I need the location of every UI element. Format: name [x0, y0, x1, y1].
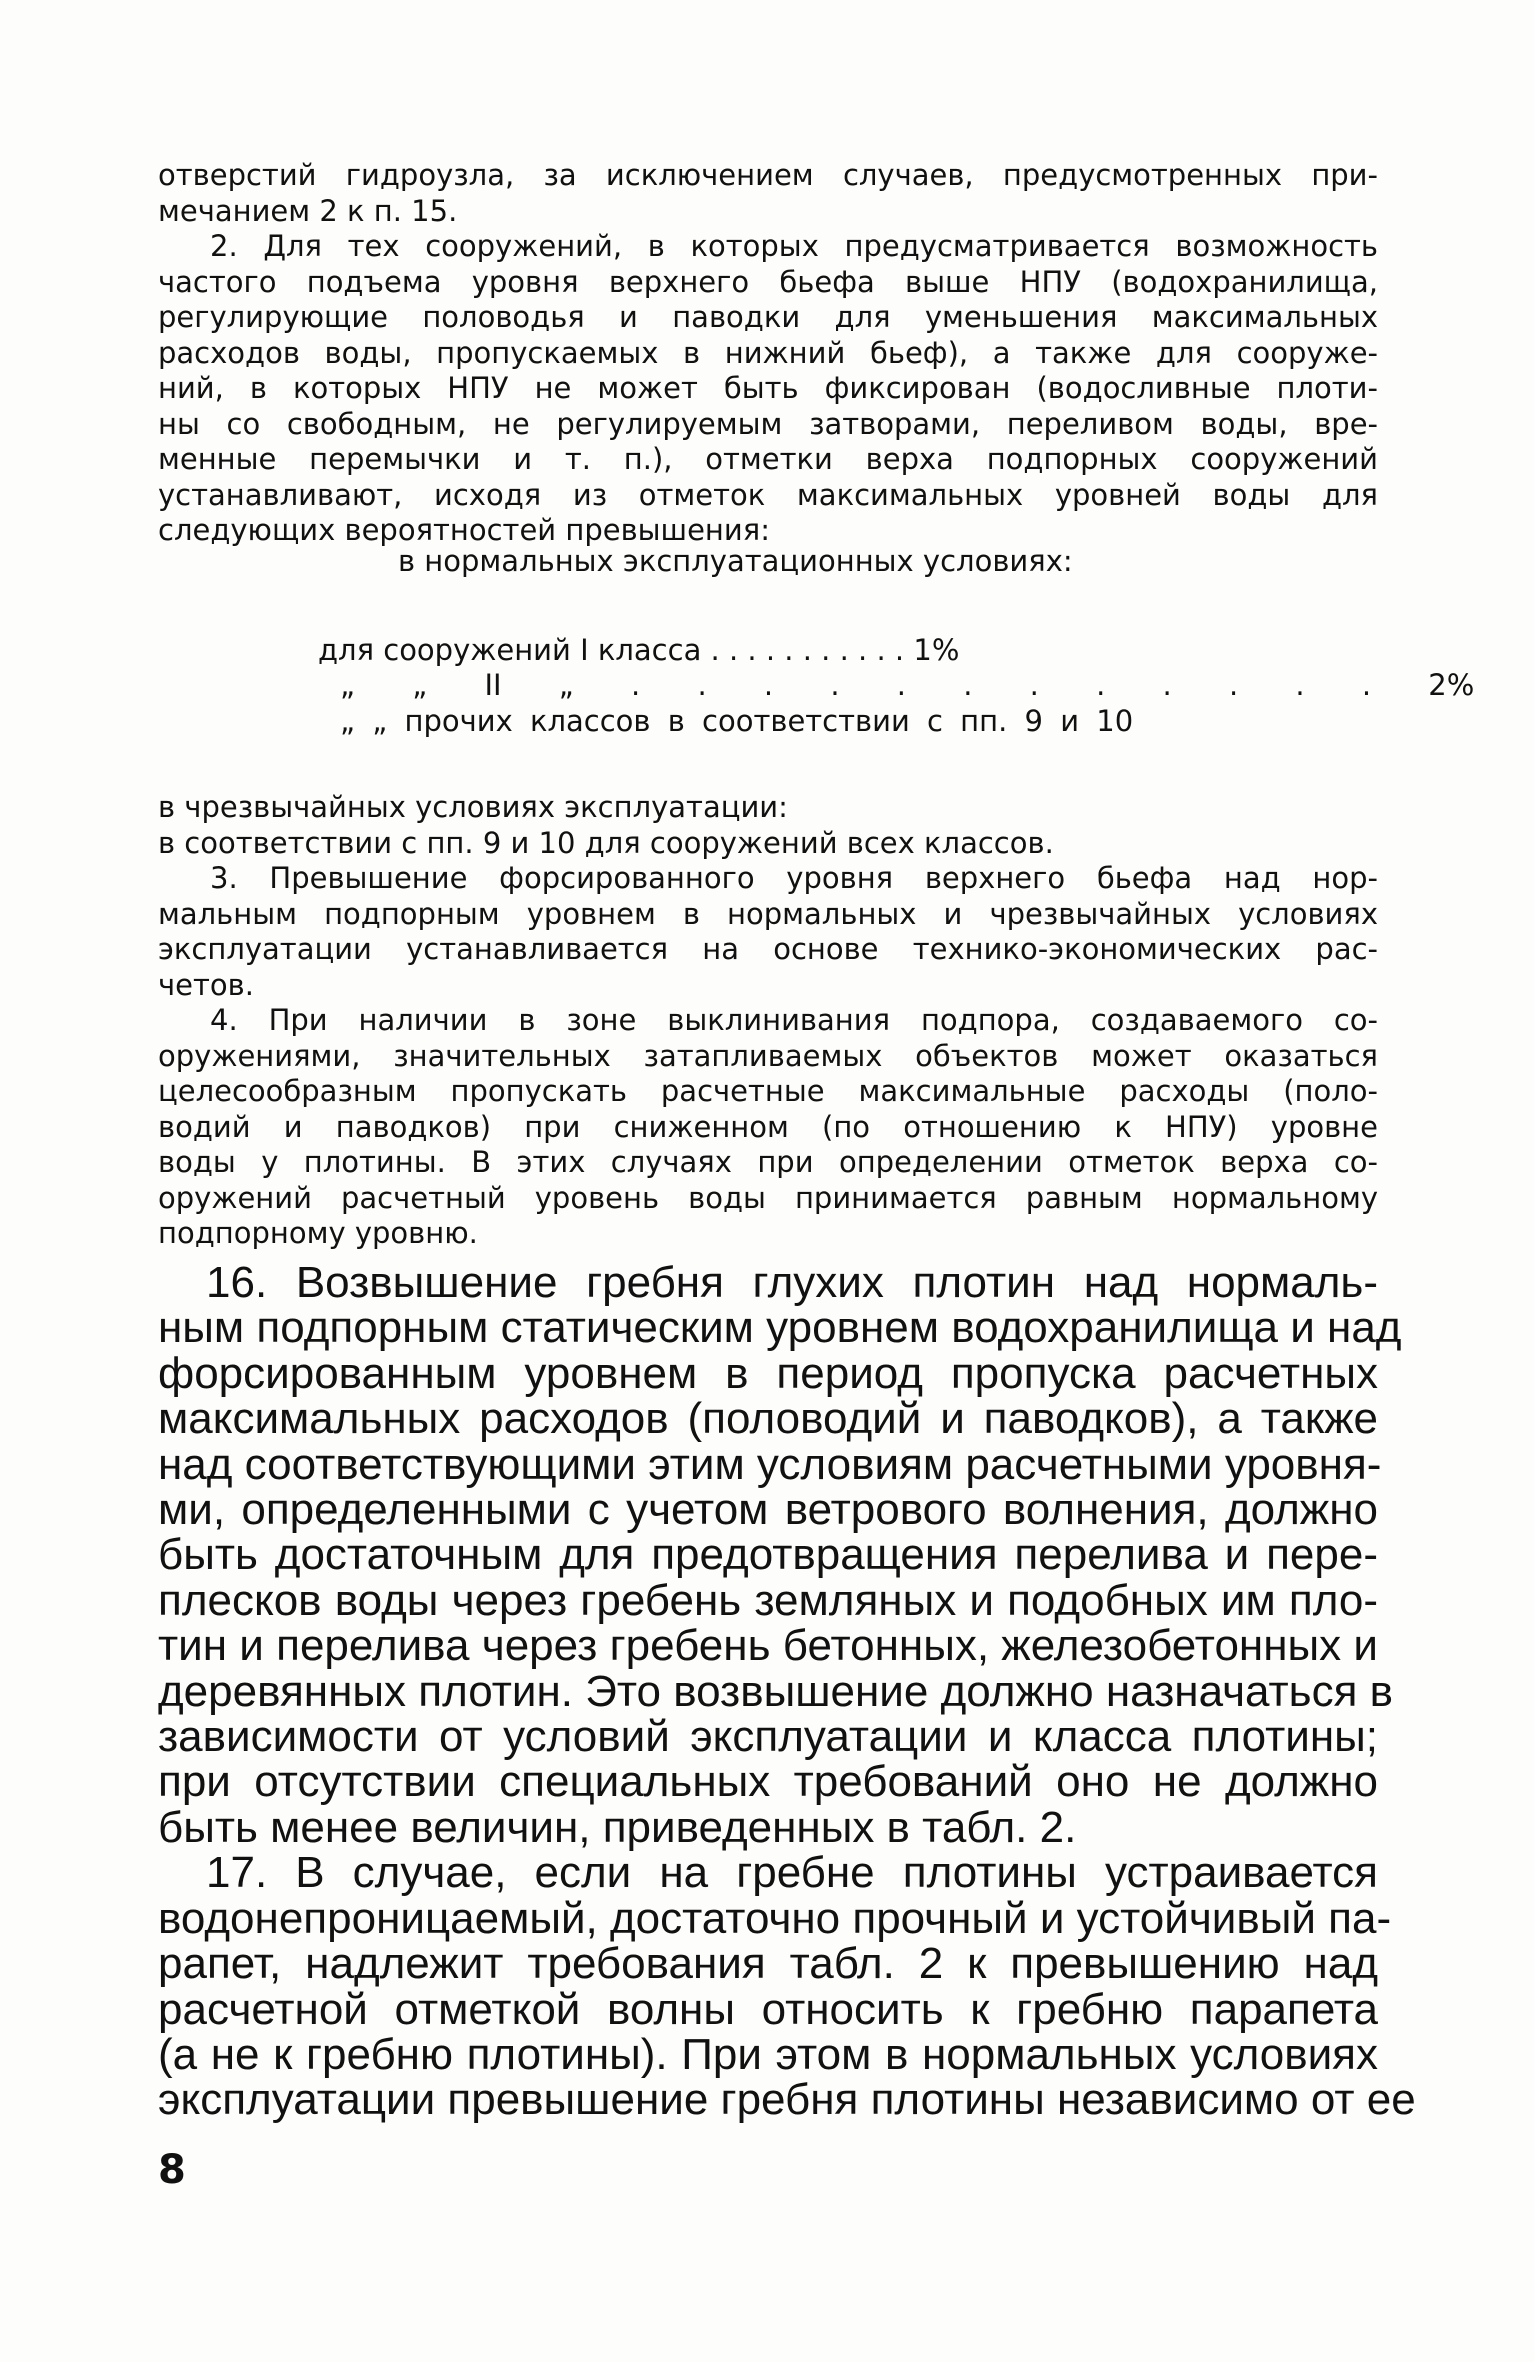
normal-conditions-heading: в нормальных эксплуатационных условиях: — [398, 544, 1073, 578]
text-line: устанавливают, исходя из отметок максимальных уровней воды для — [158, 477, 1378, 512]
text-line: расчетной отметкой волны относить к гребню парапета — [158, 1984, 1378, 2034]
text-line: плесков воды через гребень земляных и подобных им пло- — [158, 1575, 1378, 1625]
text-line: эксплуатации устанавливается на основе технико-экономических рас- — [158, 932, 1378, 966]
text-line: эксплуатации превышение гребня плотины независимо от ее — [158, 2075, 1416, 2125]
text-line: регулирующие половодья и паводки для уменьшения максимальных — [158, 300, 1378, 334]
text-line: 4. При наличии в зоне выклинивания подпора, создаваемого со- — [210, 1003, 1378, 1037]
text-line: быть менее величин, приведенных в табл. 2. — [158, 1802, 1077, 1852]
text-line: быть достаточным для предотвращения перелива и пере- — [158, 1530, 1378, 1580]
text-line: менные перемычки и т. п.), отметки верха подпорных сооружений — [158, 442, 1378, 476]
text-line: расходов воды, пропускаемых в нижний бьеф), а также для сооруже- — [158, 335, 1378, 370]
text-line: ным подпорным статическим уровнем водохранилища и над — [158, 1303, 1402, 1353]
class-row-3: „ „ прочих классов в соответствии с пп. 9 и 10 — [340, 704, 1134, 738]
text-line: 16. Возвышение гребня глухих плотин над нормаль- — [206, 1258, 1378, 1307]
text-block-items-3-4 — [158, 790, 1378, 1252]
text-line: над соответствующими этим условиям расчетными уровня- — [158, 1439, 1382, 1489]
text-line: четов. — [158, 967, 254, 1002]
text-line: подпорному уровню. — [158, 1216, 478, 1250]
text-line: оружений расчетный уровень воды принимается равным нормальному — [158, 1180, 1378, 1215]
text-line: зависимости от условий эксплуатации и класса плотины; — [158, 1712, 1378, 1762]
text-line: ми, определенными с учетом ветрового волнения, должно — [158, 1485, 1378, 1535]
page-number: 8 — [158, 2147, 186, 2193]
text-line: оружениями, значительных затапливаемых объектов может оказаться — [158, 1038, 1378, 1073]
text-line: воды у плотины. В этих случаях при определении отметок верха со- — [158, 1145, 1378, 1179]
text-line: водий и паводков) при сниженном (по отношению к НПУ) уровне — [158, 1109, 1378, 1144]
text-line: в чрезвычайных условиях эксплуатации: — [158, 790, 788, 824]
text-line: форсированным уровнем в период пропуска расчетных — [158, 1348, 1378, 1398]
text-line: максимальных расходов (половодий и паводков), а также — [158, 1394, 1378, 1444]
text-block-item-2 — [158, 158, 1378, 549]
text-line: при отсутствии специальных требований оно не должно — [158, 1757, 1378, 1807]
class-row-1: для сооружений I класса . . . . . . . . . . . 1% — [318, 633, 960, 667]
text-line: мальным подпорным уровнем в нормальных и чрезвычайных условиях — [158, 896, 1378, 931]
text-line: ны со свободным, не регулируемым затворами, переливом воды, вре- — [158, 406, 1378, 441]
text-line: 3. Превышение форсированного уровня верхнего бьефа над нор- — [210, 861, 1378, 895]
text-line: ний, в которых НПУ не может быть фиксирован (водосливные плоти- — [158, 371, 1378, 405]
text-line: частого подъема уровня верхнего бьефа выше НПУ (водохранилища, — [158, 264, 1378, 299]
text-line: тин и перелива через гребень бетонных, железобетонных и — [158, 1621, 1378, 1671]
text-line: (а не к гребню плотины). При этом в нормальных условиях — [158, 2029, 1378, 2079]
text-block-items-16-17 — [158, 1258, 1416, 2125]
text-line: отверстий гидроузла, за исключением случаев, предусмотренных при- — [158, 158, 1378, 192]
text-line: следующих вероятностей превышения: — [158, 513, 770, 547]
text-line: 2. Для тех сооружений, в которых предусматривается возможность — [210, 229, 1378, 263]
text-line: целесообразным пропускать расчетные максимальные расходы (поло- — [158, 1074, 1378, 1108]
text-line: деревянных плотин. Это возвышение должно назначаться в — [158, 1666, 1394, 1716]
text-line: рапет, надлежит требования табл. 2 к превышению над — [158, 1939, 1378, 1989]
text-line: 17. В случае, если на гребне плотины устраивается — [206, 1848, 1378, 1898]
text-line: мечанием 2 к п. 15. — [158, 193, 458, 228]
text-line: водонепроницаемый, достаточно прочный и устойчивый па- — [158, 1893, 1392, 1943]
class-row-2: „ „ II „ . . . . . . . . . . . . 2% — [340, 668, 1475, 702]
text-line: в соответствии с пп. 9 и 10 для сооружений всех классов. — [158, 825, 1054, 860]
